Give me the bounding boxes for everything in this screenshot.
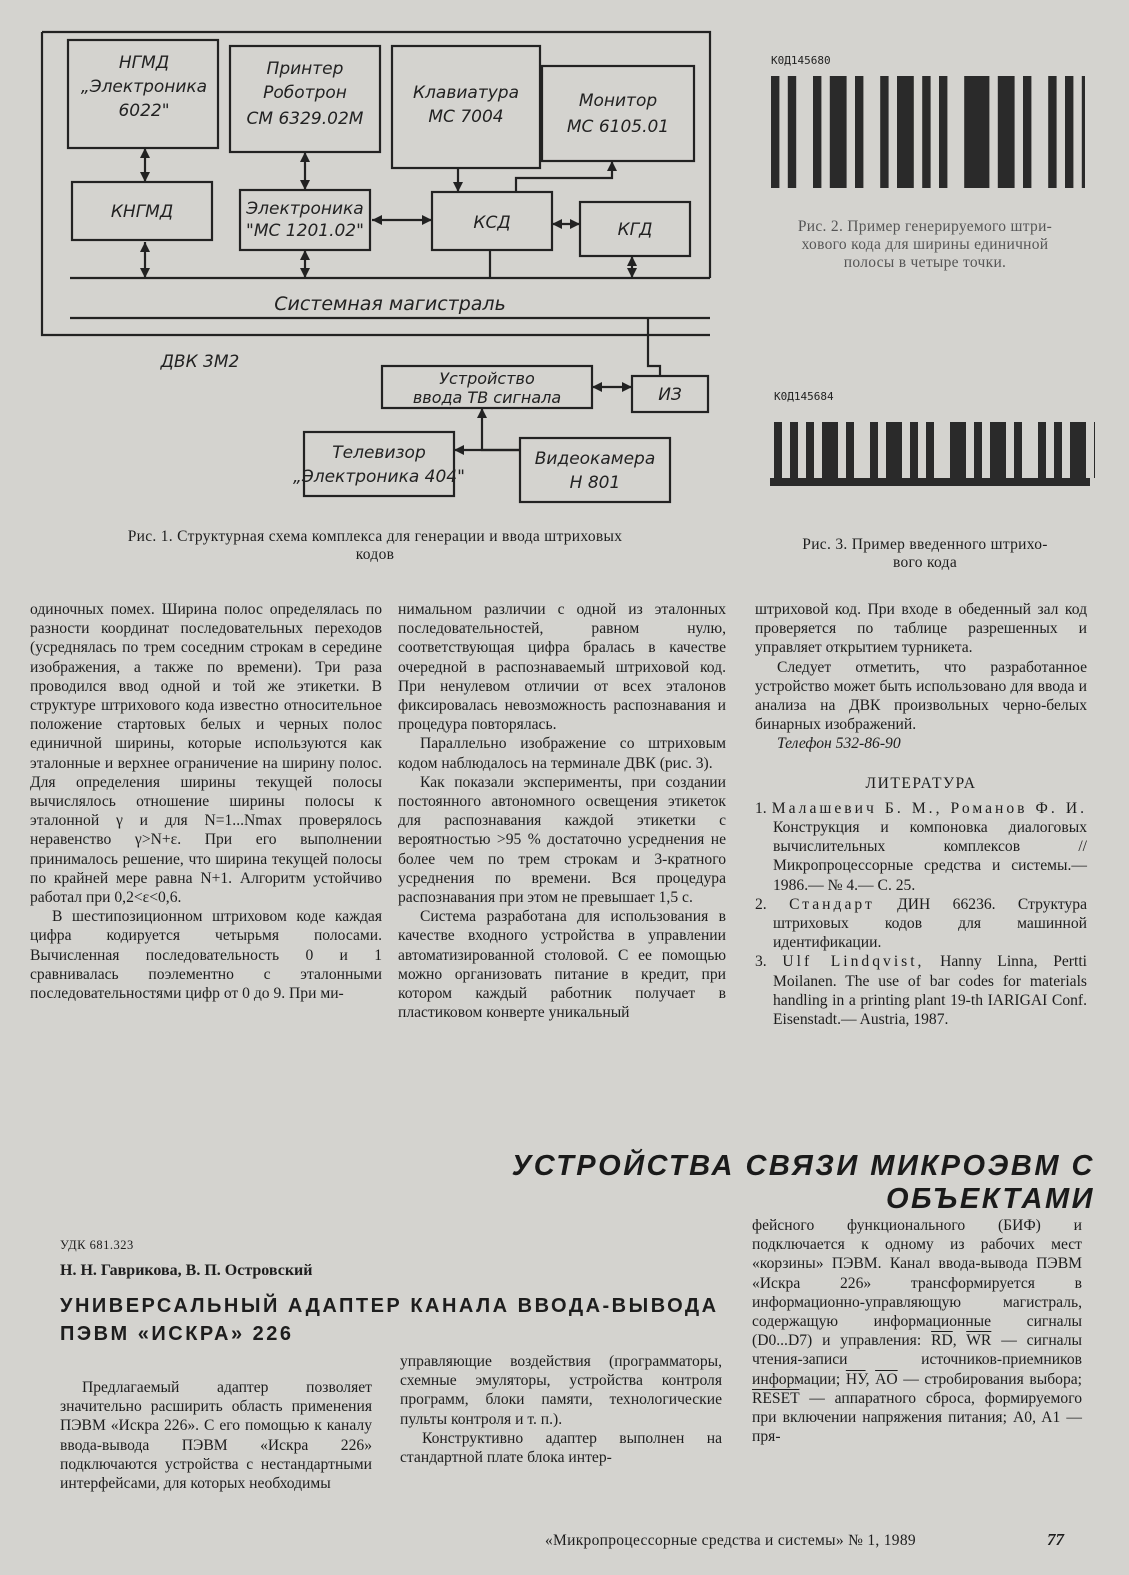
article-col3-text — [752, 1216, 1082, 1446]
barcode-bar — [1054, 422, 1062, 478]
monitor-label-2: МС 6105.01 — [566, 117, 670, 137]
udk-code: УДК 681.323 — [60, 1238, 134, 1252]
article-col1-text: Предлагаемый адаптер позволяет значительно расширить область применения ПЭВМ «Искра 226». С его помощью к каналу ввода-вывода ПЭВМ «Искра 226» подключаются устройства с нестандартными интерфейсами, для которых необходимы — [60, 1379, 372, 1493]
figure1-caption-line1: Рис. 1. Структурная схема комплекса для генерации и ввода штриховых — [127, 528, 623, 545]
kngmd-label: КНГМД — [110, 202, 174, 222]
ksd-label: КСД — [473, 213, 511, 233]
barcode-bar — [790, 422, 798, 478]
sep-2: , — [865, 1370, 876, 1388]
barcode-bar — [939, 76, 947, 188]
cpu-label-2: "МС 1201.02" — [246, 221, 364, 241]
reference-1-authors: Малашевич Б. М., Романов Ф. И. — [771, 799, 1087, 817]
barcode-bar — [910, 422, 918, 478]
text-column-2 — [398, 600, 726, 1022]
figure3-caption-line1: Рис. 3. Пример введенного штрихо- — [802, 536, 1048, 553]
signal-nu: НУ — [845, 1370, 866, 1388]
monitor-block — [542, 66, 694, 161]
signal-reset: RESET — [752, 1389, 800, 1407]
article-col3-part-d: — аппаратного сброса, формируемого при включении напряжения питания; A0, A1 — пря- — [752, 1389, 1082, 1446]
captured-barcode — [770, 370, 1095, 495]
reference-3-text: Hanny Linna, Pertti Moilanen. The use of bar codes for materials handling in a printing plant 19-th IARIGAI Conf. Eisenstadt.— Austria, 1987. — [773, 953, 1087, 1029]
tv-label-2: „Электроника 404" — [293, 467, 465, 487]
figure3-caption — [755, 536, 1095, 572]
printer-label-1: Принтер — [266, 59, 344, 79]
article-col3-part-a: фейсного функционального (БИФ) и подключается к одному из рабочих мест «корзины» ПЭВМ. Канал ввода-вывода ПЭВМ «Искра 226» трансформируется в информационно-управляющую магистраль, содержащую информационные сигналы (D0...D7) и управления: — [752, 1217, 1082, 1350]
keyboard-label-2: МС 7004 — [428, 107, 504, 127]
barcode-bar — [1048, 76, 1056, 188]
barcode-bar — [1070, 422, 1086, 478]
barcode3-baseline — [770, 478, 1090, 486]
article-column-1 — [60, 1378, 372, 1493]
camera-label-2: Н 801 — [569, 473, 621, 493]
barcode-bar — [1014, 422, 1022, 478]
barcode-bar — [822, 422, 838, 478]
article-authors: Н. Н. Гаврикова, В. П. Островский — [60, 1262, 313, 1279]
reference-3-head: Ulf Lindqvist, — [782, 953, 925, 971]
col1-paragraph-2: В шестипозиционном штриховом коде каждая цифра кодируется четырьмя полосами. Вычисленная последовательность 0 и 1 сравнивалась поэлементно с эталонными последовательностями цифр от 0 до 9. При ми- — [30, 908, 382, 1003]
page-number: 77 — [1047, 1530, 1064, 1549]
camera-label-1: Видеокамера — [534, 449, 656, 469]
bus-label: Системная магистраль — [274, 293, 506, 315]
barcode-bar — [855, 76, 863, 188]
reference-1: 1. Малашевич Б. М., Романов Ф. И. Конструкция и компоновка диалоговых вычислительных комплексов // Микропроцессорные средства и системы.— 1986.— № 4.— С. 25. — [755, 799, 1087, 894]
signal-wr: $\overline{WR}$ — [966, 1332, 992, 1350]
reference-3: 3. Ulf Lindqvist, Hanny Linna, Pertti Moilanen. The use of bar codes for materials handling in a printing plant 19-th IARIGAI Conf. Eisenstadt.— Austria, 1987. — [755, 953, 1087, 1029]
sep-1: , — [952, 1332, 967, 1350]
generated-barcode — [765, 48, 1085, 198]
figure2-caption-line3: полосы в четыре точки. — [843, 254, 1007, 271]
barcode-bar — [990, 422, 1006, 478]
barcode-bar — [1082, 76, 1085, 188]
barcode-bar — [974, 422, 982, 478]
barcode-bar — [964, 76, 989, 188]
reference-2-text: ДИН 66236. Структура штриховых кодов для машинной идентификации. — [773, 895, 1088, 952]
barcode-bar — [1065, 76, 1073, 188]
phone-number: Телефон 532-86-90 — [777, 735, 901, 753]
article-title — [60, 1292, 730, 1348]
barcode-bar — [870, 422, 878, 478]
text-column-3 — [755, 600, 1087, 1029]
reference-2: 2. Стандарт ДИН 66236. Структура штриховых кодов для машинной идентификации. — [755, 895, 1088, 952]
signal-rd: $\overline{RD}$ — [931, 1332, 953, 1350]
ngmd-label-2: „Электроника — [80, 77, 208, 97]
barcode-bar — [846, 422, 854, 478]
barcode-bar — [922, 76, 930, 188]
keyboard-label-1: Клавиатура — [412, 83, 520, 103]
printer-label-3: СМ 6329.02М — [246, 109, 364, 129]
barcode-bar — [1038, 422, 1046, 478]
figure2-caption — [755, 218, 1095, 272]
tv-input-label-1: Устройство — [439, 369, 535, 388]
text-column-1 — [30, 600, 382, 1003]
barcode-bar — [771, 76, 779, 188]
section-title: УСТРОЙСТВА СВЯЗИ МИКРОЭВМ С ОБЪЕКТАМИ — [511, 1150, 1095, 1215]
col2-paragraph-4: Система разработана для использования в качестве входного устройства в управлении автоматизированной столовой. С ее помощью можно организовать питание в кредит, при котором каждый работник получает в пластиковом конверте уникальный — [398, 908, 726, 1022]
barcode-bar — [886, 422, 902, 478]
col3-paragraph-2: Следует отметить, что разработанное устройство может быть использовано для ввода и анализа на ДВК произвольных черно-белых бинарных изображений. — [755, 658, 1087, 734]
dvk-label: ДВК 3М2 — [160, 352, 240, 372]
figure1-caption-line2: кодов — [355, 546, 395, 563]
barcode-bar — [830, 76, 847, 188]
barcode-bar — [774, 422, 782, 478]
figure2-caption-line2: хового кода для ширины единичной — [801, 236, 1049, 253]
tv-label-1: Телевизор — [332, 443, 426, 463]
figure2-caption-line1: Рис. 2. Пример генерируемого штри- — [797, 218, 1053, 235]
ngmd-label-3: 6022" — [118, 101, 170, 121]
article-column-2 — [400, 1352, 722, 1467]
article-title-line2: ПЭВМ «ИСКРА» 226 — [60, 1323, 294, 1345]
barcode-bar — [926, 422, 934, 478]
barcode3-label: К0Д145684 — [774, 390, 834, 403]
barcode2-label: К0Д145680 — [771, 54, 831, 67]
barcode-bar — [998, 76, 1015, 188]
article-col3-part-b: — сигналы чтения-записи источников-приемников информации; — [752, 1332, 1082, 1388]
article-column-3 — [752, 1216, 1082, 1446]
structure-diagram — [20, 10, 720, 515]
printer-label-2: Роботрон — [263, 83, 347, 103]
kgd-label: КГД — [617, 220, 653, 240]
barcode-bar — [788, 76, 796, 188]
cpu-label-1: Электроника — [246, 199, 364, 219]
barcode-bar — [1023, 76, 1031, 188]
signal-ao: $\overline{AO}$ — [875, 1370, 898, 1388]
col2-paragraph-2: Параллельно изображение со штриховым кодом наблюдалось на терминале ДВК (рис. 3). — [398, 735, 726, 772]
barcode-bar — [813, 76, 821, 188]
barcode-bar — [806, 422, 814, 478]
article-col3-part-c: — стробирования выбора; — [897, 1370, 1082, 1388]
barcode-bar — [950, 422, 966, 478]
col1-paragraph-1: одиночных помех. Ширина полос определялась по разности координат последовательных переходов (усреднялась по трем соседним строкам в середине изображения, а также по времени). Три раза проводился ввод одной и той же этикетки. В структуре штрихового кода известно относительное положение стартовых белых и черных полос единичной ширины, которые используются как эталонные и верхнее ограничение на ширину полос. Для определения ширины текущей полосы вычислялось отношение ширины полосы к эталонной γ и для N=1...Nmax проверялось неравенство γ>N+ε. При его выполнении принималось решение, что ширина текущей полосы по крайней мере равна N+1. Алгоритм устойчиво работал при 0,2<ε<0,6. — [30, 601, 382, 907]
reference-2-head: Стандарт — [789, 895, 875, 913]
article-col2-paragraph-1: управляющие воздействия (программаторы, схемные эмуляторы, устройства контроля программ, блоки памяти, технологические пульты контроля и т. п.). — [400, 1353, 722, 1428]
tv-input-label-2: ввода ТВ сигнала — [412, 388, 562, 407]
barcode-bar — [880, 76, 888, 188]
monitor-label-1: Монитор — [578, 91, 658, 111]
ngmd-label-1: НГМД — [118, 53, 170, 73]
reference-1-text: Конструкция и компоновка диалоговых вычислительных комплексов // Микропроцессорные средства и системы.— 1986.— № 4.— С. 25. — [773, 819, 1087, 894]
col2-paragraph-3: Как показали эксперименты, при создании постоянного автономного освещения этикеток для распознавания каждой этикетки с вероятностью >95 % достаточно усреднения не более чем по трем строкам и 3-кратного усреднения по времени. Вся процедура распознавания при этом не превышает 1,5 с. — [398, 773, 726, 907]
iz-label: ИЗ — [658, 385, 682, 405]
article-title-line1: УНИВЕРСАЛЬНЫЙ АДАПТЕР КАНАЛА ВВОДА-ВЫВОДА — [60, 1295, 719, 1317]
references-title: ЛИТЕРАТУРА — [865, 774, 977, 792]
figure3-caption-line2: вого кода — [892, 554, 958, 571]
barcode-bar — [1094, 422, 1095, 478]
journal-footer: «Микропроцессорные средства и системы» № 1, 1989 — [545, 1532, 916, 1549]
col2-paragraph-1: нимальном различии с одной из эталонных последовательностей, равном нулю, соответствующая цифра бралась в качестве очередной в распознаваемый штриховой код. При ненулевом отличии от всех эталонов фиксировалась невозможность распознавания и процедура повторялась. — [398, 601, 726, 734]
col3-paragraph-1: штриховой код. При входе в обеденный зал код проверяется по таблице разрешенных и управляет открытием турникета. — [755, 601, 1087, 657]
figure1-caption — [25, 528, 725, 564]
article-col2-paragraph-2: Конструктивно адаптер выполнен на стандартной плате блока интер- — [400, 1429, 722, 1467]
barcode-bar — [897, 76, 914, 188]
